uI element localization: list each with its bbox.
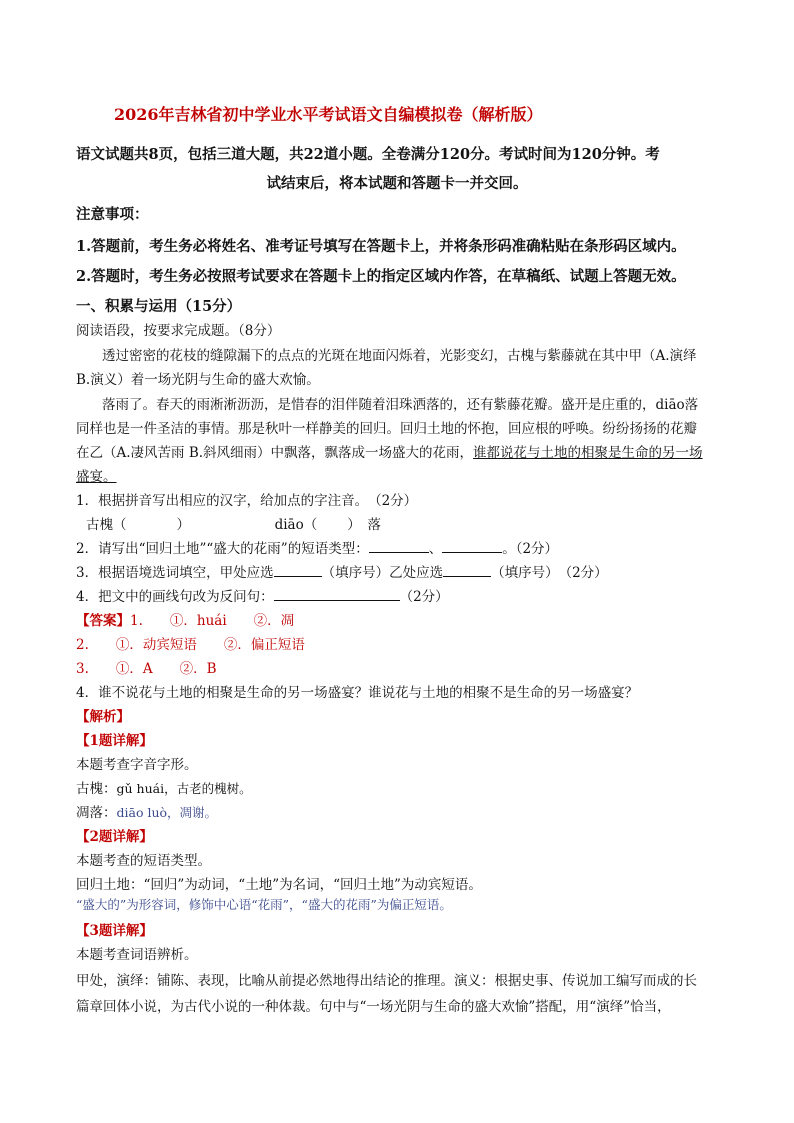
q2-suffix: 。（2分） — [502, 541, 559, 557]
answer-blank[interactable] — [317, 517, 347, 529]
exam-intro-line-2: 试结束后，将本试题和答题卡一并交回。 — [266, 175, 528, 192]
question-3 — [76, 564, 608, 582]
answer-2: 2. ①．动宾短语 ②．偏正短语 — [76, 637, 305, 653]
detail-1-tag: 【1题详解】 — [76, 733, 153, 749]
answer-3: 3. ①．A ②．B — [76, 661, 217, 677]
question-4 — [76, 588, 449, 606]
q3-mid: （填序号）乙处应选 — [321, 565, 444, 581]
detail-label: 凋落： — [76, 805, 117, 821]
detail-2-line-1: 回归土地：“回归”为动词，“土地”为名词，“回归土地”为动宾短语。 — [76, 877, 482, 893]
answer-blank[interactable] — [369, 540, 429, 553]
detail-2-line-2: “盛大的”为形容词，修饰中心语“花雨”，“盛大的花雨”为偏正短语。 — [76, 897, 452, 912]
page-title: 2026年吉林省初中学业水平考试语文自编模拟卷（解析版） — [114, 105, 543, 124]
question-2 — [76, 540, 558, 558]
answer-blank[interactable] — [443, 564, 491, 577]
question-1-items — [86, 516, 381, 534]
q3-suffix: （填序号） （2分） — [491, 565, 608, 581]
notice-heading: 注意事项： — [76, 206, 149, 223]
answer-4: 4．谁不说花与土地的相聚是生命的另一场盛宴？谁说花与土地的相聚不是生命的另一场盛宴？ — [76, 685, 639, 701]
underlined-sentence: 谁都说花与土地的相聚是生命的另一场 — [473, 445, 703, 461]
exam-intro-line-1: 语文试题共8页，包括三道大题，共22道小题。全卷满分120分。考试时间为120分钟。考 — [76, 146, 660, 163]
detail-1-text: 本题考查字音字形。 — [76, 757, 198, 773]
detail-label: 古槐： — [76, 781, 117, 797]
q1-right-close: ） 落 — [347, 517, 381, 533]
q1-right-label: diāo（ — [274, 517, 318, 533]
answer-1: 1. ①．huái ②．凋 — [130, 613, 295, 629]
passage-line — [76, 444, 703, 462]
answer-blank[interactable] — [274, 564, 322, 577]
passage-line: B.演义）着一场光阴与生命的盛大欢愉。 — [76, 372, 320, 388]
detail-3-text: 本题考查词语辨析。 — [76, 947, 198, 963]
q2-sep: 、 — [428, 541, 443, 557]
detail-body: gǔ huái，古老的槐树。 — [116, 781, 252, 796]
answer-blank[interactable] — [127, 517, 177, 529]
notice-item-1: 1.答题前，考生务必将姓名、准考证号填写在答题卡上，并将条形码准确粘贴在条形码区域内。 — [76, 238, 686, 255]
section-heading: 一、积累与运用（15分） — [76, 298, 242, 315]
passage-line: 落雨了。春天的雨淅淅沥沥，是惜春的泪伴随着泪珠洒落的，还有紫藤花瓣。盛开是庄重的，diāo落 — [102, 397, 699, 413]
q1-left-label: 古槐（ — [86, 517, 127, 533]
passage-text: 在乙（A.凄风苦雨 B.斜风细雨）中飘落，飘落成一场盛大的花雨， — [76, 445, 474, 461]
detail-3-line-2: 篇章回体小说，为古代小说的一种体裁。句中与“一场光阴与生命的盛大欢愉”搭配，用“演绎”恰当， — [76, 999, 671, 1015]
question-1: 1．根据拼音写出相应的汉字，给加点的字注音。 （2分） — [76, 493, 418, 509]
q4-prefix: 4．把文中的画线句改为反问句： — [76, 589, 274, 605]
detail-3-line-1: 甲处，演绎：铺陈、表现，比喻从前提必然地得出结论的推理。演义：根据史事、传说加工编写而成的长 — [76, 973, 697, 989]
answer-tag: 【答案】 — [76, 613, 130, 629]
answer-blank[interactable] — [274, 588, 400, 601]
answer-blank[interactable] — [442, 540, 502, 553]
detail-2-text: 本题考查的短语类型。 — [76, 853, 211, 869]
q1-left-close: ） — [176, 517, 190, 533]
underlined-sentence-end: 盛宴。 — [76, 469, 117, 485]
reading-instruction: 阅读语段，按要求完成题。（8分） — [76, 323, 281, 339]
q2-prefix: 2．请写出“回归土地”“盛大的花雨”的短语类型： — [76, 541, 369, 557]
analysis-tag: 【解析】 — [76, 709, 130, 725]
answer-line-1 — [76, 612, 294, 630]
notice-item-2: 2.答题时，考生务必按照考试要求在答题卡上的指定区域内作答，在草稿纸、试题上答题无效。 — [76, 268, 686, 285]
q4-suffix: （2分） — [399, 589, 449, 605]
detail-3-tag: 【3题详解】 — [76, 923, 153, 939]
detail-1-line-1 — [76, 780, 252, 798]
passage-line: 透过密密的花枝的缝隙漏下的点点的光斑在地面闪烁着，光影变幻，古槐与紫藤就在其中甲（A.演绎 — [102, 348, 697, 364]
passage-line: 同样也是一件圣洁的事情。那是秋叶一样静美的回归。回归土地的怀抱，回应根的呼唤。纷纷扬扬的花瓣 — [76, 421, 697, 437]
q3-prefix: 3．根据语境选词填空，甲处应选 — [76, 565, 274, 581]
detail-2-tag: 【2题详解】 — [76, 829, 153, 845]
detail-1-line-2 — [76, 804, 217, 822]
detail-body: diāo luò，凋谢。 — [116, 805, 218, 820]
